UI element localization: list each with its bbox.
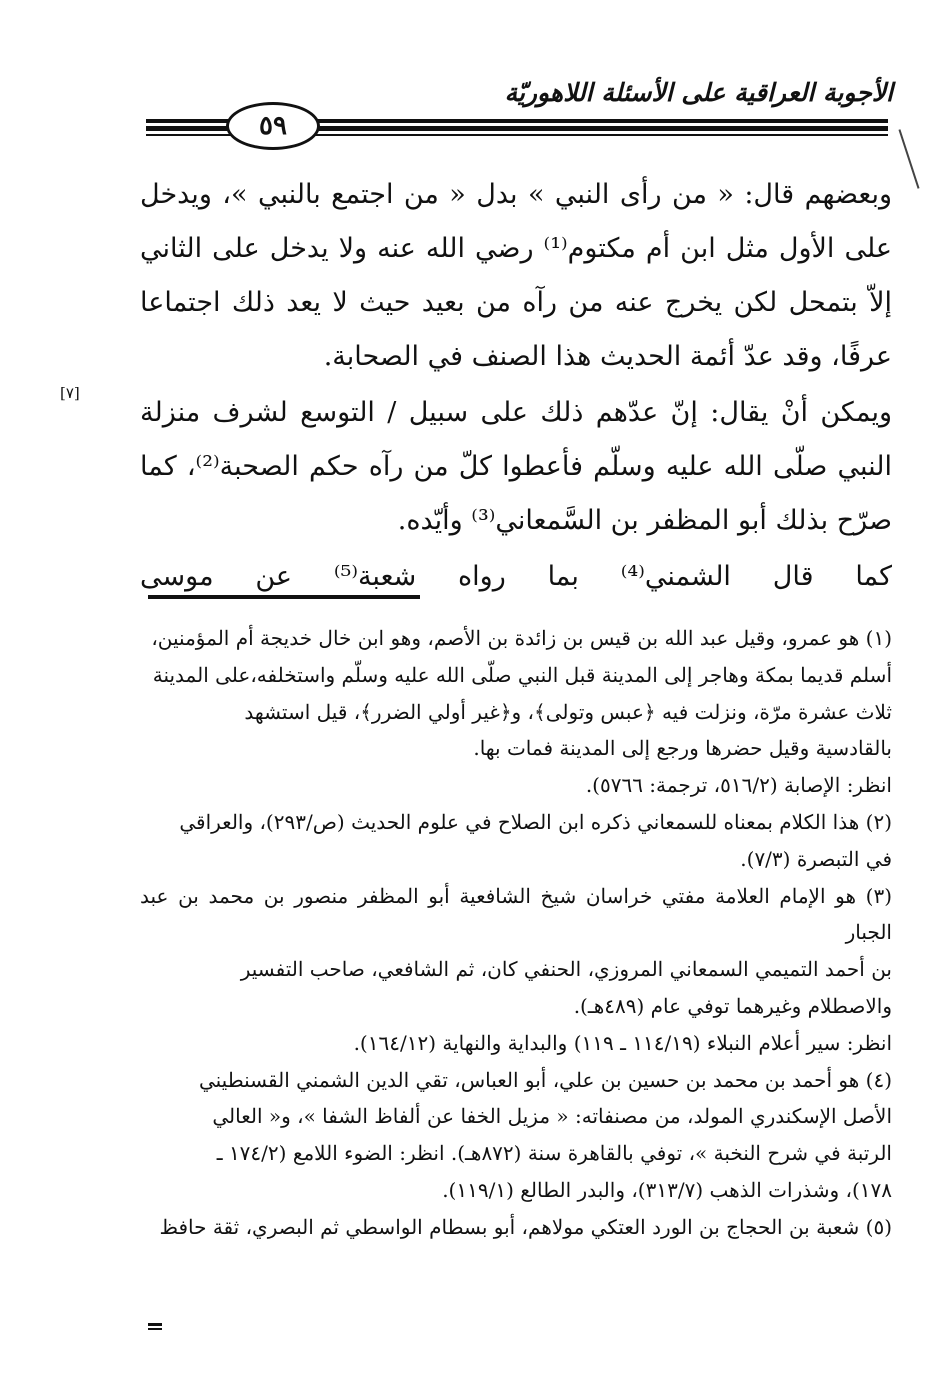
footnote-line: ثلاث عشرة مرّة، ونزلت فيه ﴿عبس وتولى﴾، و﴿غير أولي الضرر﴾، قيل استشهد bbox=[244, 699, 892, 724]
footnote-line: ١٧٨)، وشذرات الذهب (٣١٣/٧)، والبدر الطالع (١١٩/١). bbox=[442, 1177, 892, 1202]
footnote-3 bbox=[140, 878, 892, 1062]
main-text bbox=[140, 168, 892, 606]
body-paragraph: ويمكن أنْ يقال: إنّ عدّهم ذلك على سبيل / التوسع لشرف منزلة النبي صلّى الله عليه وسلّم فأعطوا كلّ من رآه حكم الصحبة⁽²⁾، كما صرّح بذلك أبو المظفر بن السَّمعاني⁽³⁾ وأيّده. bbox=[140, 397, 892, 536]
scan-edge-mark bbox=[898, 129, 919, 189]
footnote-line: والاصطلام وغيرهما توفي عام (٤٨٩هـ). bbox=[573, 993, 892, 1018]
continuation-mark bbox=[148, 1328, 162, 1330]
footnote-reference: انظر: الإصابة (٥١٦/٢، ترجمة: ٥٧٦٦). bbox=[585, 773, 892, 798]
footnote-line: (٣) هو الإمام العلامة مفتي خراسان شيخ الشافعية أبو المظفر منصور بن محمد بن عبد الجبار bbox=[140, 883, 892, 945]
footnote-line: أسلم قديما بمكة وهاجر إلى المدينة قبل النبي صلّى الله عليه وسلّم واستخلفه،على المدينة bbox=[152, 662, 892, 687]
footnote-line: الرتبة في شرح النخبة »، توفي بالقاهرة سنة (٨٧٢هـ). انظر: الضوء اللامع (١٧٤/٢ ـ bbox=[216, 1141, 892, 1166]
footnote-1 bbox=[140, 620, 892, 804]
body-paragraph: وبعضهم قال: « من رأى النبي » بدل « من اجتمع بالنبي »، ويدخل على الأول مثل ابن أم مكتوم⁽¹⁾ رضي الله عنه ولا يدخل على الثاني إلاّ بتمحل لكن يخرج عنه من رآه من بعيد حيث لا يعد ذلك اجتماعا عرفًا، وقد عدّ أئمة الحديث هذا الصنف في الصحابة. bbox=[140, 179, 892, 372]
footnotes bbox=[140, 620, 892, 1246]
footnote-line: في التبصرة (٧/٣). bbox=[740, 846, 892, 871]
footnote-line: (٢) هذا الكلام بمعناه للسمعاني ذكره ابن الصلاح في علوم الحديث (ص/٢٩٣)، والعراقي bbox=[179, 809, 892, 834]
footnote-line: (١) هو عمرو، وقيل عبد الله بن قيس بن زائدة بن الأصم، وهو ابن خال خديجة أم المؤمنين، bbox=[151, 626, 892, 650]
continuation-mark bbox=[148, 1323, 162, 1326]
page-number-badge bbox=[226, 102, 320, 150]
running-title: الأجوبة العراقية على الأسئلة اللاهوريّة bbox=[504, 78, 893, 107]
footnote-separator bbox=[148, 595, 420, 599]
body-paragraph: كما قال الشمني⁽⁴⁾ بما رواه شعبة⁽⁵⁾ عن موسى bbox=[140, 561, 893, 592]
footnote-line: (٤) هو أحمد بن محمد بن حسين بن علي، أبو العباس، تقي الدين الشمني القسنطيني bbox=[198, 1067, 892, 1092]
page-number: ٥٩ bbox=[259, 111, 287, 141]
margin-folio-note: [٧] bbox=[60, 384, 80, 402]
footnote-line: (٥) شعبة بن الحجاج بن الورد العتكي مولاهم، أبو بسطام الواسطي ثم البصري، ثقة حافظ bbox=[159, 1214, 892, 1239]
footnote-line: الأصل الإسكندري المولد، من مصنفاته: « مزيل الخفا عن ألفاظ الشفا »، و« العالي bbox=[212, 1104, 892, 1129]
footnote-2 bbox=[140, 804, 892, 878]
footnote-line: بالقادسية وقيل حضرها ورجع إلى المدينة فمات بها. bbox=[473, 736, 892, 761]
footnote-5 bbox=[140, 1209, 892, 1246]
footnote-line: بن أحمد التميمي السمعاني المروزي، الحنفي كان، ثم الشافعي، صاحب التفسير bbox=[240, 957, 892, 982]
footnote-4 bbox=[140, 1062, 892, 1209]
footnote-reference: انظر: سير أعلام النبلاء (١١٤/١٩ ـ ١١٩) والبداية والنهاية (١٦٤/١٢). bbox=[353, 1030, 892, 1055]
